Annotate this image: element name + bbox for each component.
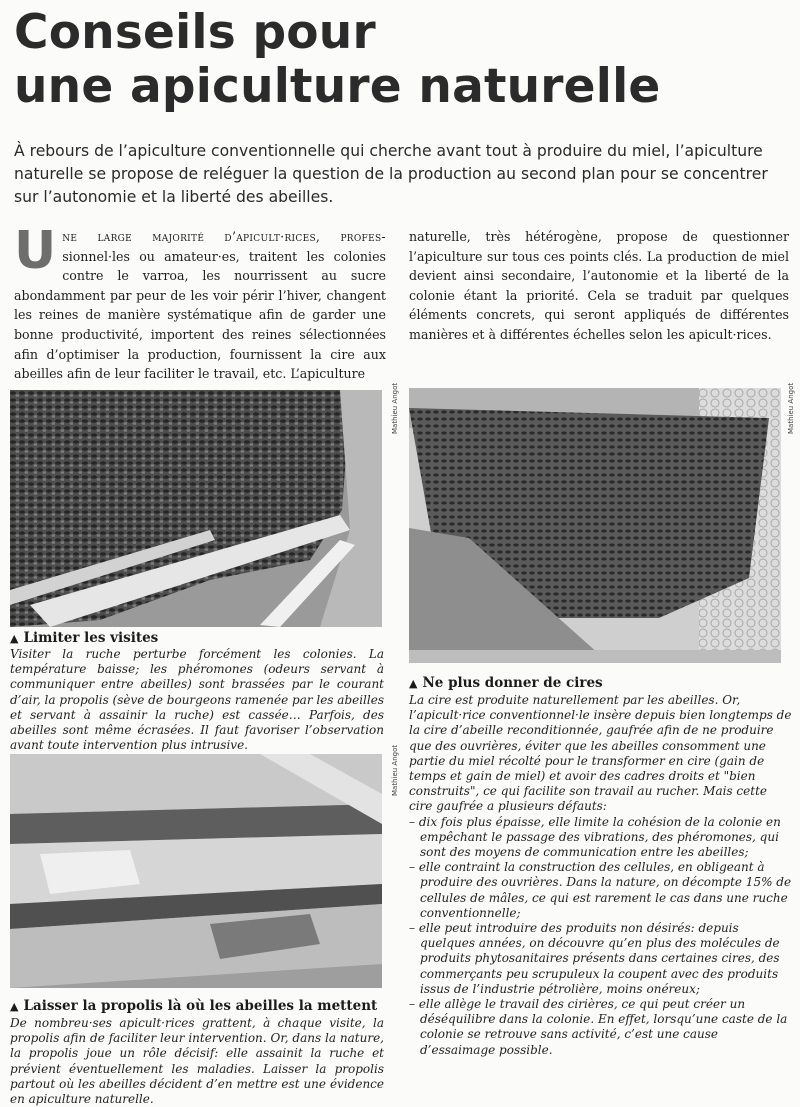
- triangle-marker-icon: ▲: [409, 677, 418, 690]
- title-line-2: une apiculture naturelle: [14, 59, 661, 114]
- section-text-visits: Visiter la ruche perturbe forcément les colonies. La température baisse; les phéromones (odeurs servant à communiquer entre abeilles) sont brassées par le courant d’air, la propolis (sève de bourgeons ramenée par les abeilles et servant à assainir la ruche) est cassée… Parfois, des abeilles sont même écrasées. Il faut favoriser l’observation avant toute intervention plus intrusive.: [10, 647, 384, 753]
- photo-propolis: [10, 754, 382, 988]
- section-text-propolis: De nombreu·ses apicult·rices grattent, à chaque visite, la propolis afin de faciliter leur intervention. Or, dans la nature, la propolis joue un rôle décisif: elle assainit la ruche et prévient éventuellement les maladies. Laisser la propolis partout où les abeilles décident d’en mettre est une évidence en apiculture naturelle.: [10, 1016, 384, 1107]
- photo-credit-3: Mathieu Angot: [391, 744, 399, 796]
- intro-column-right: naturelle, très hétérogène, propose de questionner l’apiculture sur tous ces points clés. La production de miel devient ainsi secondaire, l’autonomie et la liberté de la colonie étant la priorité. Cela se traduit par quelques éléments concrets, qui seront appliqués de différentes manières et à différentes échelles selon les apicult·rices.: [409, 229, 789, 342]
- wax-title-text: Ne plus donner de cires: [422, 675, 603, 691]
- visits-title-text: Limiter les visites: [23, 630, 159, 646]
- triangle-marker-icon: ▲: [10, 632, 19, 645]
- section-title-wax: [409, 674, 789, 693]
- title-line-1: Conseils pour: [14, 5, 376, 60]
- list-item: – elle contraint la construction des cellules, en obligeant à produire des ouvrières. Dans la nature, on décompte 15% de cellules de mâles, ce qui est rarement le cas dans une ruche conventionnelle;: [409, 860, 792, 920]
- photo-credit-1: Mathieu Angot: [391, 382, 399, 434]
- triangle-marker-icon: ▲: [10, 1000, 19, 1013]
- section-title-propolis: [10, 997, 384, 1016]
- list-item: – elle peut introduire des produits non désirés: depuis quelques années, on découvre qu’en plus des molécules de produits phytosanitaires présents dans certaines cires, des commerçants peu scrupuleux la coupent avec des produits issus de l’industrie pétrolière, moins onéreux;: [409, 921, 780, 996]
- drop-cap: U: [14, 221, 57, 281]
- intro-column-left: [14, 221, 386, 384]
- photo-credit-2: Mathieu Angot: [787, 382, 795, 434]
- lead-paragraph: À rebours de l’apiculture conventionnelle qui cherche avant tout à produire du miel, l’apiculture naturelle se propose de reléguer la question de la production au second plan pour se concentrer sur l’autonomie et la liberté des abeilles.: [14, 142, 768, 206]
- section-title-visits: [10, 629, 382, 648]
- wax-defects-list: [409, 815, 793, 1058]
- intro-left-text: sionnel·les ou amateur·es, traitent les colonies contre le varroa, les nourrissent au sucre abondamment par peur de les voir périr l’hiver, changent les reines de manière systématique afin de garder une bonne productivité, importent des reines sélectionnées afin d’optimiser la production, fournissent la cire aux abeilles afin de leur faciliter le travail, etc. L’apiculture: [14, 248, 386, 382]
- intro-smallcaps: ne large majorité d’apicult·rices, profes-: [62, 229, 386, 244]
- photo-bee-cluster: [10, 390, 382, 627]
- article-title: [14, 6, 794, 114]
- propolis-title-text: Laisser la propolis là où les abeilles la mettent: [23, 998, 378, 1014]
- wax-intro: La cire est produite naturellement par les abeilles. Or, l’apicult·rice conventionnel·le insère depuis bien longtemps de la cire d’abeille reconditionnée, gaufrée afin de ne produire que des ouvrières, éviter que les abeilles consomment une partie du miel récolté pour le transformer en cire (gain de temps et gain de miel) et avoir des cadres droits et "bien construits", ce qui facilite son travail au rucher. Mais cette cire gaufrée a plusieurs défauts:: [409, 693, 792, 814]
- list-item: – elle allège le travail des cirières, ce qui peut créer un déséquilibre dans la colonie. En effet, lorsqu’une caste de la colonie se retrouve sans activité, c’est une cause d’essaimage possible.: [409, 997, 788, 1057]
- section-text-wax: [409, 693, 793, 1058]
- photo-free-comb: [409, 388, 781, 663]
- list-item: – dix fois plus épaisse, elle limite la cohésion de la colonie en empêchant le passage des vibrations, des phéromones, qui sont des moyens de communication entre les abeilles;: [409, 814, 781, 860]
